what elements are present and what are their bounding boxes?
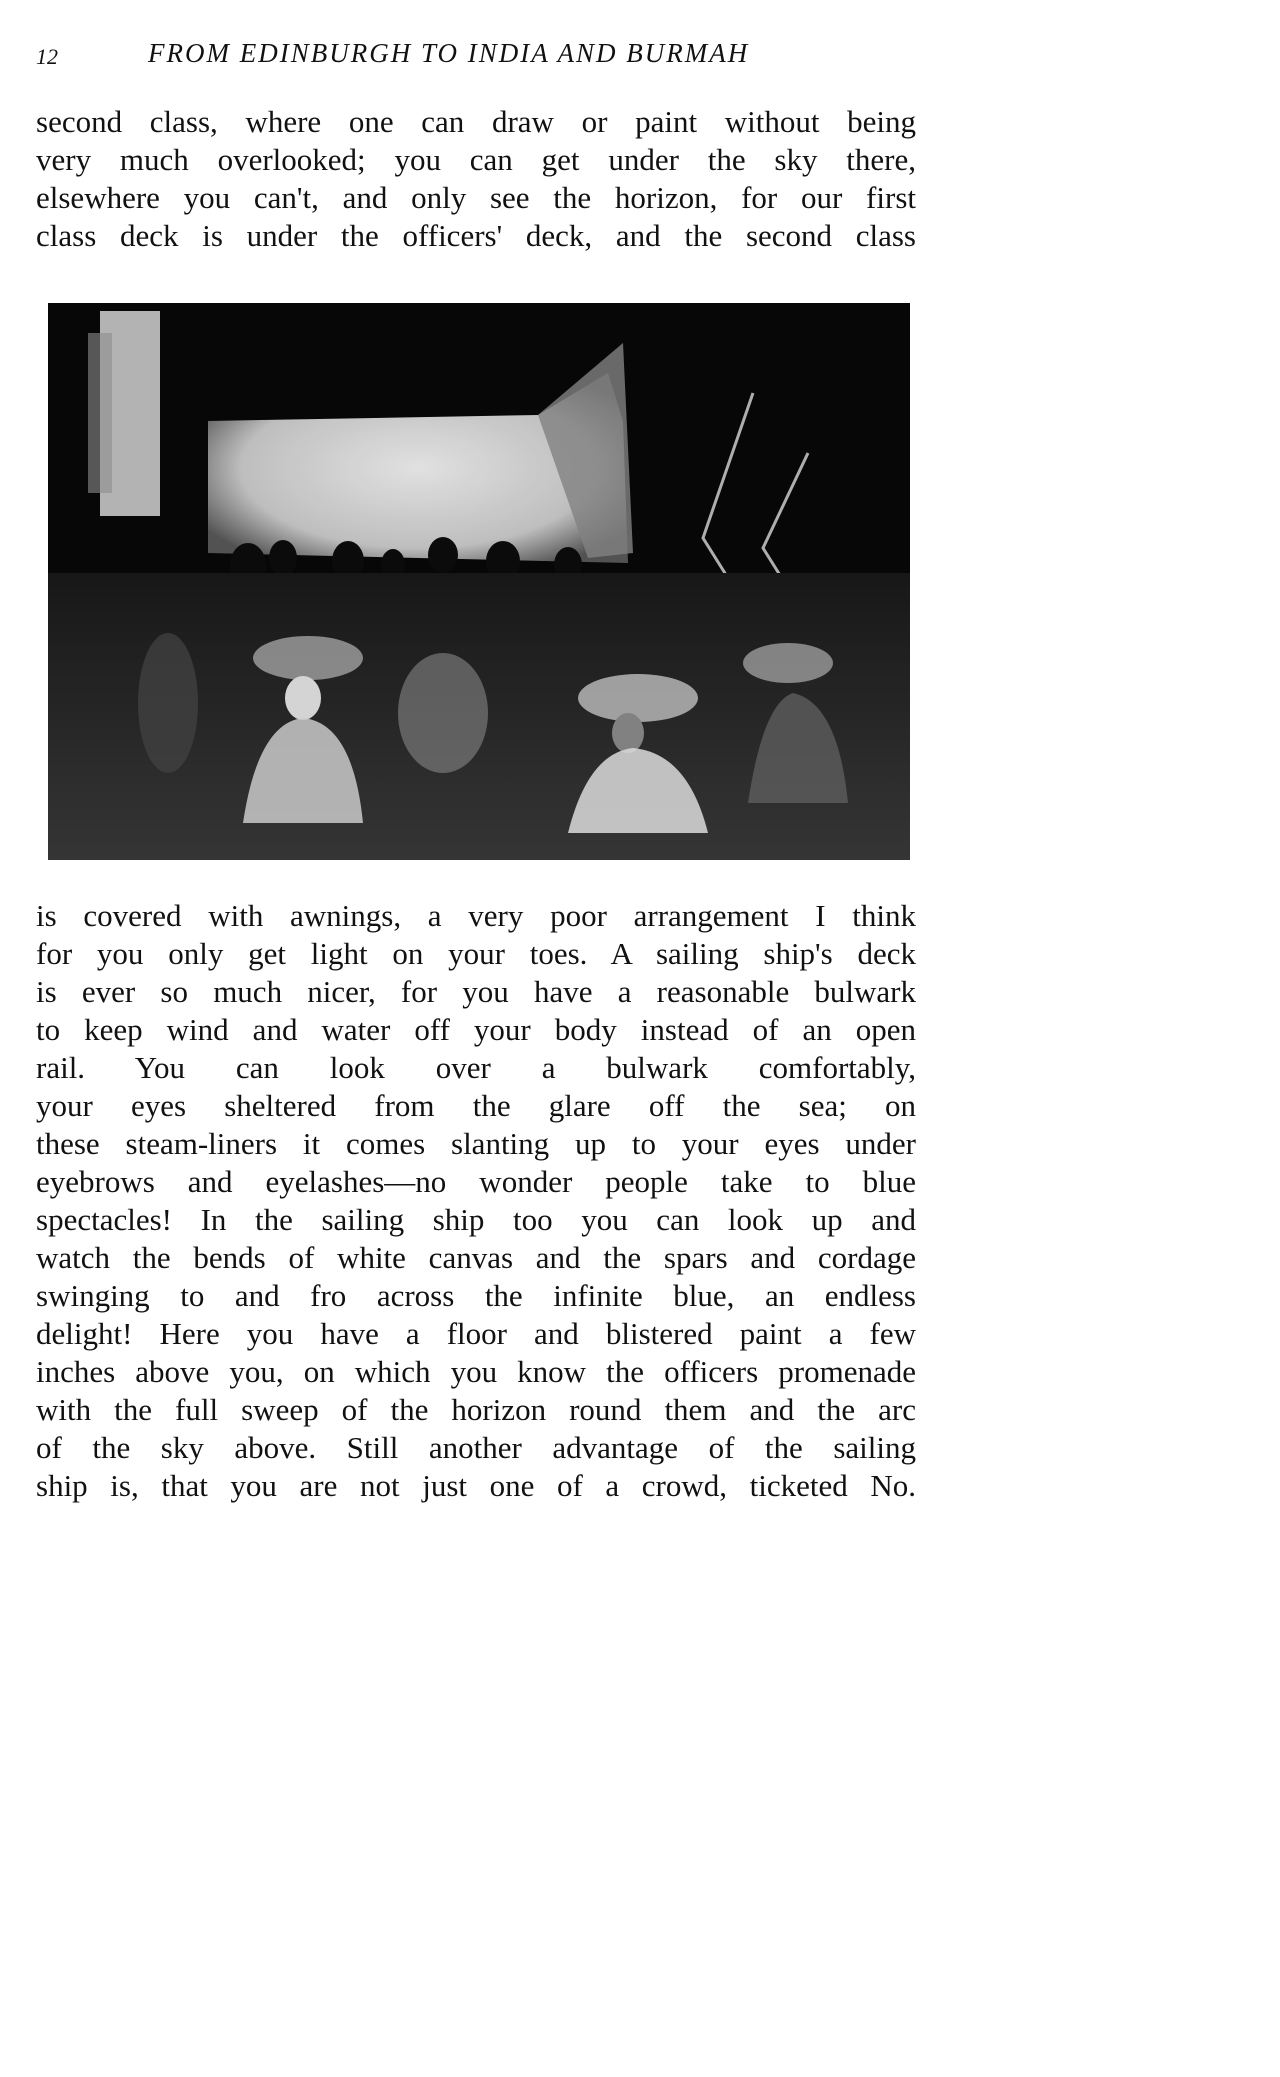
text-line: spectacles! In the sailing ship too you can look up and [36, 1202, 916, 1237]
text-line: for you only get light on your toes. A sailing ship's deck [36, 936, 916, 971]
text-line: is ever so much nicer, for you have a reasonable bulwark [36, 974, 916, 1009]
text-line: these steam-liners it comes slanting up to your eyes under [36, 1126, 916, 1161]
photograph-plate [48, 303, 910, 860]
text-line: with the full sweep of the horizon round them and the arc [36, 1392, 916, 1427]
running-title: FROM EDINBURGH TO INDIA AND BURMAH [148, 38, 750, 68]
text-line: to keep wind and water off your body instead of an open [36, 1012, 916, 1047]
text-line: elsewhere you can't, and only see the horizon, for our first [36, 180, 916, 215]
text-line: rail. You can look over a bulwark comfortably, [36, 1050, 916, 1085]
text-line: your eyes sheltered from the glare off the sea; on [36, 1088, 916, 1123]
text-line: of the sky above. Still another advantage of the sailing [36, 1430, 916, 1465]
running-header [36, 38, 916, 78]
text-line: second class, where one can draw or paint without being [36, 104, 916, 139]
page-number: 12 [36, 44, 58, 69]
text-line: very much overlooked; you can get under the sky there, [36, 142, 916, 177]
text-line: watch the bends of white canvas and the spars and cordage [36, 1240, 916, 1275]
paragraph-top [36, 103, 916, 255]
deck-scene-photograph [48, 303, 910, 860]
text-line: is covered with awnings, a very poor arrangement I think [36, 898, 916, 933]
paragraph-bottom [36, 897, 916, 1505]
text-line: eyebrows and eyelashes—no wonder people take to blue [36, 1164, 916, 1199]
text-line: delight! Here you have a floor and blistered paint a few [36, 1316, 916, 1351]
text-line: swinging to and fro across the infinite blue, an endless [36, 1278, 916, 1313]
text-line: ship is, that you are not just one of a crowd, ticketed No. [36, 1468, 916, 1503]
text-line: inches above you, on which you know the officers promenade [36, 1354, 916, 1389]
text-line: class deck is under the officers' deck, and the second class [36, 218, 916, 253]
